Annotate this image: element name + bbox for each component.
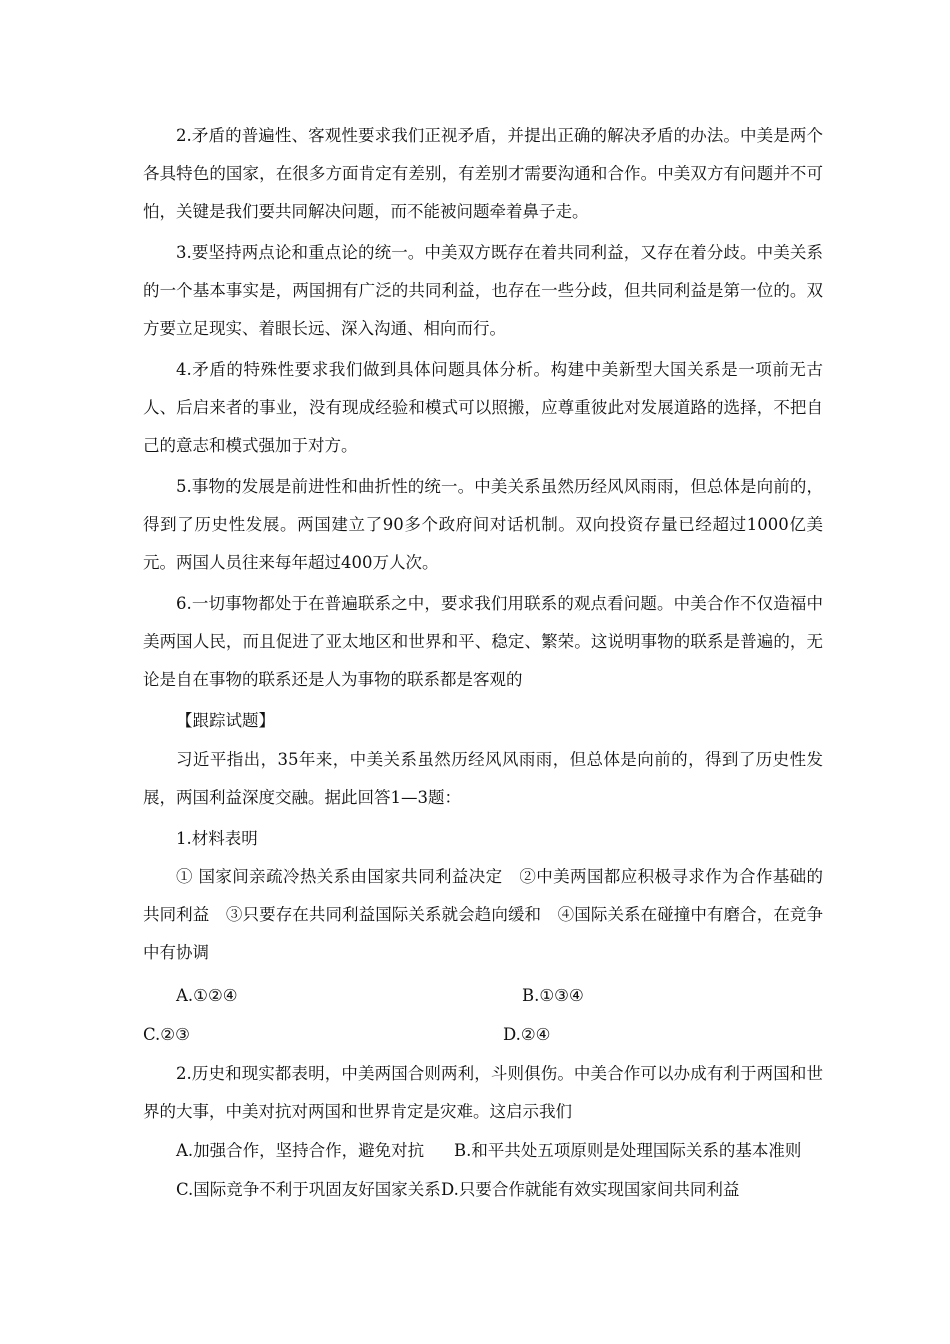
point-5-paragraph: 5.事物的发展是前进性和曲折性的统一。中美关系虽然历经风风雨雨，但总体是向前的，得到了历史性发展。两国建立了90多个政府间对话机制。双向投资存量已经超过1000亿美元。两国人员往来每年超过400万人次。 <box>143 477 823 572</box>
question-2-option-a: A.加强合作，坚持合作，避免对抗 <box>176 1141 425 1160</box>
point-3-paragraph: 3.要坚持两点论和重点论的统一。中美双方既存在着共同利益，又存在着分歧。中美关系的一个基本事实是，两国拥有广泛的共同利益，也存在一些分歧，但共同利益是第一位的。双方要立足现实、着眼长远、深入沟通、相向而行。 <box>143 243 823 338</box>
question-1-stem: 1.材料表明 <box>176 829 258 848</box>
question-intro: 习近平指出，35年来，中美关系虽然历经风风雨雨，但总体是向前的，得到了历史性发展，两国利益深度交融。据此回答1—3题： <box>143 750 823 807</box>
question-1-option-a: A.①②④ <box>176 986 238 1005</box>
question-2-option-c: C.国际竞争不利于巩固友好国家关系 <box>176 1180 441 1199</box>
question-2-option-d: D.只要合作就能有效实现国家间共同利益 <box>441 1180 740 1199</box>
question-1-option-b: B.①③④ <box>522 986 584 1005</box>
point-2-paragraph: 2.矛盾的普遍性、客观性要求我们正视矛盾，并提出正确的解决矛盾的办法。中美是两个各具特色的国家，在很多方面肯定有差别，有差别才需要沟通和合作。中美双方有问题并不可怕，关键是我们要共同解决问题，而不能被问题牵着鼻子走。 <box>143 126 823 221</box>
section-heading: 【跟踪试题】 <box>176 711 275 730</box>
question-1-option-d: D.②④ <box>503 1025 551 1044</box>
question-1-option-c: C.②③ <box>143 1025 190 1044</box>
question-2-option-b: B.和平共处五项原则是处理国际关系的基本准则 <box>454 1141 802 1160</box>
question-1-statements: ① 国家间亲疏冷热关系由国家共同利益决定 ②中美两国都应积极寻求作为合作基础的共同利益 ③只要存在共同利益国际关系就会趋向缓和 ④国际关系在碰撞中有磨合，在竞争中有协调 <box>143 867 823 962</box>
question-2-stem: 2.历史和现实都表明，中美两国合则两利，斗则俱伤。中美合作可以办成有利于两国和世界的大事，中美对抗对两国和世界肯定是灾难。这启示我们 <box>143 1064 823 1121</box>
point-4-paragraph: 4.矛盾的特殊性要求我们做到具体问题具体分析。构建中美新型大国关系是一项前无古人、后启来者的事业，没有现成经验和模式可以照搬，应尊重彼此对发展道路的选择，不把自己的意志和模式强加于对方。 <box>143 360 823 455</box>
point-6-paragraph: 6.一切事物都处于在普遍联系之中，要求我们用联系的观点看问题。中美合作不仅造福中美两国人民，而且促进了亚太地区和世界和平、稳定、繁荣。这说明事物的联系是普遍的，无论是自在事物的联系还是人为事物的联系都是客观的 <box>143 594 823 689</box>
